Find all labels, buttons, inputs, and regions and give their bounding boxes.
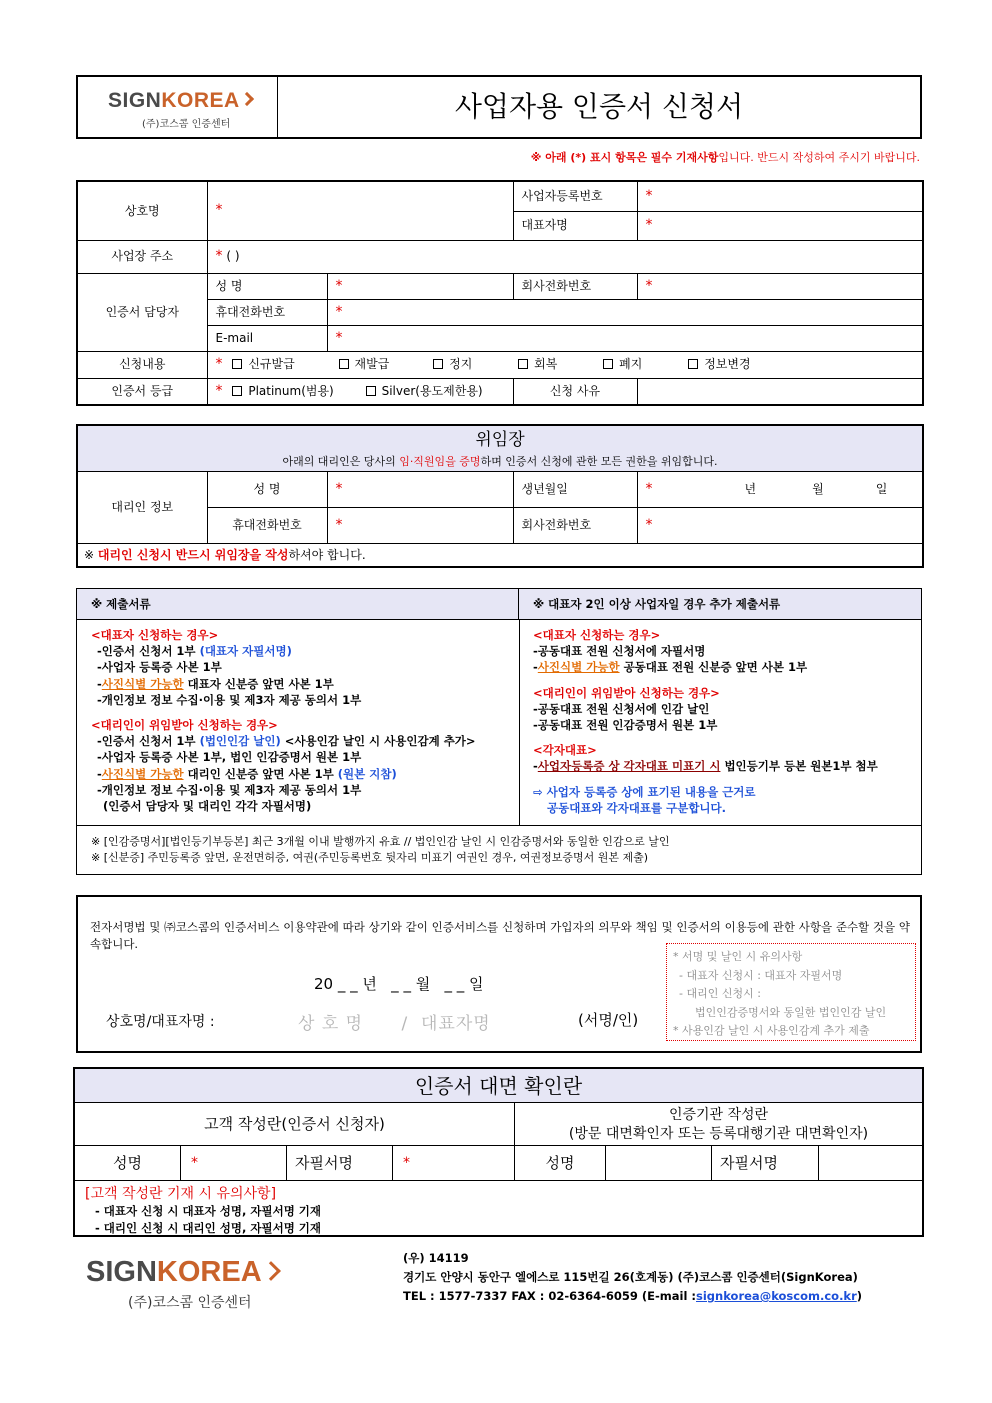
grade-label: 인증서 등급 [77, 378, 207, 405]
address-label: 사업장 주소 [77, 240, 207, 273]
agent-name-label: 성 명 [207, 471, 327, 507]
agency-header: 인증기관 작성란 (방문 대면확인자 또는 등록대행기관 대면확인자) [515, 1103, 922, 1146]
documents-right-header: ※ 대표자 2인 이상 사업자일 경우 추가 제출서류 [519, 589, 921, 620]
contact-office-phone-field[interactable]: * [637, 273, 923, 299]
agent-birth-field[interactable]: * 년 월 일 [637, 471, 923, 507]
customer-name-field[interactable]: * [181, 1146, 287, 1181]
contact-name-field[interactable]: * [327, 273, 513, 299]
documents-right-list: <대표자 신청하는 경우> -공동대표 전원 신청서에 자필서명 -사진식별 가능한 공동대표 전원 신분증 앞면 사본 1부 <대리인이 위임받아 신청하는 경우> -공동대표 전원 신청서에 인감 날인 -공동대표 전원 인감증명서 원본 1부 <각자대표> -사업자등록증 상 각자대표 미표기 시 법인등기부 등본 원본1부 첨부 ⇨ 사업자 등록증 상에 표기된 내용을 근거로 공동대표와 각자대표를 구분합니다. [533, 628, 878, 815]
reason-field[interactable] [637, 378, 923, 405]
poa-desc: 아래의 대리인은 당사의 임·직원임을 증명하며 인증서 신청에 관한 모든 권한을 위임합니다. [282, 454, 718, 468]
checkbox-icon[interactable] [232, 359, 242, 369]
customer-signature-field[interactable]: * [393, 1146, 515, 1181]
contact-email-field[interactable]: * [327, 325, 923, 351]
face-confirm-box [73, 1067, 924, 1237]
header-logo-cell [78, 77, 278, 137]
footer-address: 경기도 안양시 동안구 엘에스로 115번길 26(호계동) (주)코스콤 인증센터(SignKorea) [403, 1270, 858, 1284]
ceo-name-field[interactable]: * [637, 211, 923, 240]
agent-mobile-field[interactable]: * [327, 507, 513, 543]
option-new[interactable]: 신규발급 [226, 357, 294, 371]
logo: SIGNKOREA [108, 89, 252, 113]
request-options: * 신규발급 재발급 정지 회복 폐지 정보변경 [207, 351, 923, 378]
checkbox-icon[interactable] [688, 359, 698, 369]
agency-signature-label: 자필서명 [712, 1146, 819, 1181]
documents-footnotes: ※ [인감증명서][법인등기부등본] 최근 3개월 이내 발행까지 유효 // 법인인감 날인 시 인감증명서와 동일한 인감으로 날인 ※ [신분증] 주민등록증 앞면, 운전면허증, 여권(주민등록번호 뒷자리 미표기 여권인 경우, 여권정보증명서 원본 제출) [77, 825, 921, 874]
biz-reg-no-label: 사업자등록번호 [513, 181, 637, 211]
contact-email-label: E-mail [207, 325, 327, 351]
poa-header [77, 425, 923, 471]
agent-name-field[interactable]: * [327, 471, 513, 507]
poa-note: ※ 대리인 신청시 반드시 위임장을 작성하셔야 합니다. [77, 543, 923, 567]
agreement-box [76, 895, 922, 1053]
option-silver[interactable]: Silver(용도제한용) [360, 384, 483, 398]
application-table [76, 180, 924, 406]
agency-name-field[interactable] [606, 1146, 712, 1181]
agent-office-phone-field[interactable]: * [637, 507, 923, 543]
contact-label: 인증서 담당자 [77, 273, 207, 351]
sign-placeholder[interactable]: 상 호 명 / 대표자명 [298, 1014, 491, 1034]
customer-name-label: 성명 [75, 1146, 181, 1181]
agent-info-label: 대리인 정보 [77, 471, 207, 543]
request-label: 신청내용 [77, 351, 207, 378]
face-confirm-title: 인증서 대면 확인란 [75, 1069, 922, 1103]
page-title: 사업자용 인증서 신청서 [454, 90, 744, 123]
footer-postal: (우) 14119 [403, 1251, 469, 1265]
checkbox-icon[interactable] [232, 386, 242, 396]
sign-caution-box: * 서명 및 날인 시 유의사항 - 대표자 신청시 : 대표자 자필서명 - 대리인 신청시 : 법인인감증명서와 동일한 법인인감 날인 * 사용인감 날인 시 사용인감계 추가 제출 [666, 943, 916, 1041]
checkbox-icon[interactable] [433, 359, 443, 369]
checkbox-icon[interactable] [603, 359, 613, 369]
address-field[interactable]: * ( ) [207, 240, 923, 273]
customer-signature-label: 자필서명 [287, 1146, 393, 1181]
contact-mobile-label: 휴대전화번호 [207, 299, 327, 325]
poa-title: 위임장 [475, 430, 525, 451]
required-notice: ※ 아래 (*) 표시 항목은 필수 기재사항입니다. 반드시 작성하여 주시기 바랍니다. [530, 151, 920, 164]
documents-divider [519, 620, 520, 825]
grade-options: * Platinum(범용) Silver(용도제한용) [207, 378, 513, 405]
ceo-name-label: 대표자명 [513, 211, 637, 240]
checkbox-icon[interactable] [366, 386, 376, 396]
reason-label: 신청 사유 [513, 378, 637, 405]
documents-left-header: ※ 제출서류 [77, 589, 519, 620]
company-name-label: 상호명 [77, 181, 207, 240]
agency-name-label: 성명 [515, 1146, 606, 1181]
footer-tel: TEL : 1577-7337 FAX : 02-6364-6059 (E-mail :signkorea@koscom.co.kr) [403, 1289, 863, 1303]
option-revoke[interactable]: 폐지 [597, 357, 642, 371]
customer-header: 고객 작성란(인증서 신청자) [75, 1103, 515, 1146]
logo-subtitle: (주)코스콤 인증센터 [142, 119, 231, 130]
agreement-text: 전자서명법 및 ㈜코스콤의 인증서비스 이용약관에 따라 상기와 같이 인증서비스를 신청하며 가입자의 의무와 책임 및 인증서의 이용등에 관한 사항을 준수할 것을 약속합니다. [90, 920, 911, 951]
checkbox-icon[interactable] [339, 359, 349, 369]
footer-logo-subtitle: (주)코스콤 인증센터 [128, 1295, 252, 1311]
documents-box [76, 588, 922, 875]
agent-birth-label: 생년월일 [513, 471, 637, 507]
sign-label: 상호명/대표자명 : [106, 1014, 215, 1030]
biz-reg-no-field[interactable]: * [637, 181, 923, 211]
contact-office-phone-label: 회사전화번호 [513, 273, 637, 299]
agreement-date: 20 _ _ 년 _ _ 월 _ _ 일 [314, 975, 484, 993]
sign-suffix: (서명/인) [578, 1011, 639, 1029]
power-of-attorney-table [76, 424, 924, 568]
face-confirm-caution: [고객 작성란 기재 시 유의사항] - 대표자 신청 시 대표자 성명, 자필서명 기재 - 대리인 신청 시 대리인 성명, 자필서명 기재 [85, 1186, 322, 1235]
logo-chevron-icon [240, 92, 254, 106]
option-suspend[interactable]: 정지 [427, 357, 472, 371]
logo-chevron-icon [261, 1261, 281, 1281]
documents-left-list: <대표자 신청하는 경우> -인증서 신청서 1부 (대표자 자필서명) -사업자 등록증 사본 1부 -사진식별 가능한 대표자 신분증 앞면 사본 1부 -개인정보 정보 수집·이용 및 제3자 제공 동의서 1부 <대리인이 위임받아 신청하는 경우> -인증서 신청서 1부 (법인인감 날인) <사용인감 날인 시 사용인감계 추가> -사업자 등록증 사본 1부, 법인 인감증명서 원본 1부 -사진식별 가능한 대리인 신분증 앞면 사본 1부 (원본 지참) -개인정보 정보 수집·이용 및 제3자 제공 동의서 1부 (인증서 담당자 및 대리인 각각 자필서명) [91, 628, 476, 814]
contact-mobile-field[interactable]: * [327, 299, 923, 325]
right-arrow-icon: ⇨ [533, 784, 543, 799]
option-platinum[interactable]: Platinum(범용) [226, 384, 333, 398]
footer-contact [403, 1249, 862, 1306]
option-info-change[interactable]: 정보변경 [682, 357, 750, 371]
company-name-field[interactable]: * [207, 181, 513, 240]
option-reissue[interactable]: 재발급 [333, 357, 390, 371]
footer-email-link[interactable]: signkorea@koscom.co.kr [696, 1289, 857, 1303]
checkbox-icon[interactable] [518, 359, 528, 369]
agent-office-phone-label: 회사전화번호 [513, 507, 637, 543]
agent-mobile-label: 휴대전화번호 [207, 507, 327, 543]
header-box [76, 75, 922, 139]
agency-signature-field[interactable] [819, 1146, 922, 1181]
option-restore[interactable]: 회복 [512, 357, 557, 371]
footer-logo: SIGNKOREA [86, 1256, 278, 1289]
contact-name-label: 성 명 [207, 273, 327, 299]
